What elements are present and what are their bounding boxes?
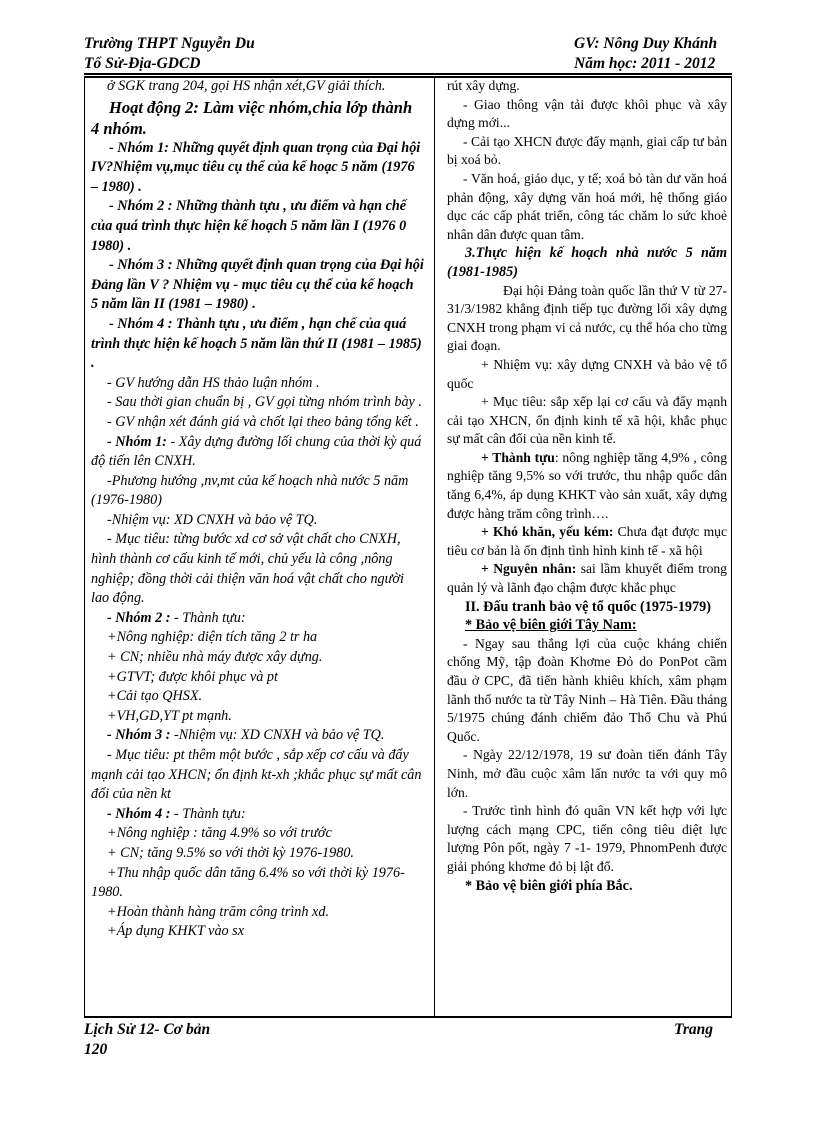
content-line: - Cải tạo XHCN được đẩy mạnh, giai cấp tư bản bị xoá bỏ. [447,133,727,168]
group-2-answer: - Nhóm 2 : - Thành tựu: [107,609,246,626]
page-number: 120 [84,1041,108,1058]
department-name: Tổ Sử-Địa-GDCD [84,55,201,72]
answer-line: - Mục tiêu: pt thêm một bước , sắp xếp cơ cấu và đẩy mạnh cải tạo XHCN; ổn định kt-xh ;khắc phục sự mất cân đối của nền kt [91,747,422,803]
guide-line: - GV hướng dẫn HS thảo luận nhóm . [107,374,320,391]
group-4-label: - Nhóm 4 : [107,805,171,822]
guide-line: - Sau thời gian chuẩn bị , GV gọi từng nhóm trình bày . [107,394,422,411]
teacher-name: GV: Nông Duy Khánh [574,35,718,52]
guide-line: - GV nhận xét đánh giá và chốt lại theo bảng tổng kết . [107,413,419,430]
answer-line: +VH,GD,YT pt mạnh. [107,707,232,724]
north-border-heading: * Bảo vệ biên giới phía Bắc. [465,877,633,894]
group-1-answer: - Nhóm 1: - Xây dựng đường lối chung của thời kỳ quá độ tiến lên CNXH. [91,433,422,470]
content-line: Đại hội Đảng toàn quốc lần thứ V từ 27-31/3/1982 khẳng định tiếp tục đường lối xây dựng CNXH trong phạm vi cả nước, cụ thể hóa cho từng giai đoạn. [447,282,727,354]
section-2-heading: II. Đấu tranh bảo vệ tổ quốc (1975-1979) [465,598,711,615]
content-line: - Ngày 22/12/1978, 19 sư đoàn tiến đánh Tây Ninh, mở đầu cuộc xâm lấn nước ta với quy mô lớn. [447,747,727,800]
southwest-border-heading: * Bảo vệ biên giới Tây Nam: [465,617,637,634]
answer-line: +Hoàn thành hàng trăm công trình xd. [107,903,329,920]
answer-line: +Cải tạo QHSX. [107,688,203,705]
answer-line: +Nông nghiệp : tăng 4.9% so với trước [107,825,332,842]
answer-line: -Nhiệm vụ: XD CNXH và bảo vệ TQ. [107,511,318,528]
group-4-answer: - Nhóm 4 : - Thành tựu: [107,805,246,822]
answer-line: +Áp dụng KHKT vào sx [107,923,245,940]
causes-label: + Nguyên nhân: [481,561,577,577]
answer-line: +Thu nhập quốc dân tăng 6.4% so với thời kỳ 1976-1980. [91,864,405,901]
page-header [84,34,732,74]
task-group-1: - Nhóm 1: Những quyết định quan trọng của Đại hội IV?Nhiệm vụ,mục tiêu cụ thể của kế hoạc 5 năm (1976 – 1980) . [91,139,421,195]
content-line: + Nhiệm vụ: xây dựng CNXH và bảo vệ tổ quốc [447,356,727,391]
group-1-label: - Nhóm 1: [107,433,167,450]
school-name: Trường THPT Nguyễn Du [84,35,255,52]
right-column [435,77,732,1016]
answer-line: -Phương hướng ,nv,mt của kế hoạch nhà nước 5 năm (1976-1980) [91,472,409,509]
answer-line: - Mục tiêu: từng bước xd cơ sở vật chất cho CNXH, hình thành cơ cấu kinh tế mới, chủ yếu là công ,nông nghiệp; đồng thời cải thiện văn hoá vật chất cho người lao động. [91,531,404,607]
content-line: rút xây dựng. [447,78,520,93]
achievements-label: + Thành tựu [481,449,555,465]
content-line: + Mục tiêu: sắp xếp lại cơ cấu và đẩy mạnh cải tạo XHCN, ổn định kinh tế xã hội, khắc phục sự mất cân đối của nền kinh tế. [447,394,727,447]
left-intro: ở SGK trang 204, gọi HS nhận xét,GV giải thích. [107,78,386,94]
content-line: - Giao thông vận tải được khôi phục và xây dựng mới... [447,96,727,131]
difficulties-line: + Khó khăn, yếu kém: Chưa đạt được mục tiêu cơ bản là ổn định tình hình kinh tế - xã hội [447,524,727,558]
subject-title: Lịch Sử 12- Cơ bản [84,1021,211,1038]
achievements-line: + Thành tựu: nông nghiệp tăng 4,9% , công nghiệp tăng 9,5% so với trước, thu nhập quốc dân tăng 6,4%, áp dụng KHKT vào sản xuất, xây dựng được hàng trăm công trình…. [447,449,727,521]
task-group-3: - Nhóm 3 : Những quyết định quan trọng của Đại hội Đảng lần V ? Nhiệm vụ - mục tiêu cụ thể của kế hoạch 5 năm lần II (1981 – 1980) . [91,257,424,313]
answer-line: +Nông nghiệp: diện tích tăng 2 tr ha [107,629,318,646]
group-2-label: - Nhóm 2 : [107,609,171,626]
page-label: Trang [674,1021,714,1038]
causes-line: + Nguyên nhân: sai lầm khuyết điểm trong quản lý và lãnh đạo chậm được khắc phục [447,561,727,596]
content-line: - Trước tình hình đó quân VN kết hợp với lực lượng cách mạng CPC, tiến công tiêu diệt lực lượng Pôn pốt, ngày 7 -1- 1979, PhnomPenh được giải phóng khơme đỏ bị lật đổ. [447,803,727,874]
task-group-2: - Nhóm 2 : Những thành tựu , ưu điểm và hạn chế của quá trình thực hiện kế hoạch 5 năm lần I (1976 0 1980) . [91,198,407,254]
school-year: Năm học: 2011 - 2012 [574,55,716,72]
answer-line: + CN; nhiều nhà máy được xây dựng. [107,649,323,666]
content-line: - Văn hoá, giáo dục, y tế; xoá bỏ tàn dư văn hoá phản động, xây dựng văn hoá mới, hệ thống giáo dục các cấp phát triển, công tác chăm lo sức khoẻ nhân dân được quan tâm. [447,170,727,242]
group-3-answer: - Nhóm 3 : -Nhiệm vụ: XD CNXH và bảo vệ TQ. [107,727,385,744]
group-3-label: - Nhóm 3 : [107,727,171,744]
content-line: - Ngay sau thắng lợi của cuộc kháng chiến chống Mỹ, tập đoàn Khơme Đỏ do PonPot cầm đầu ở CPC, đã tiến hành khiêu khích, xâm phạm lãnh thổ nước ta từ Tây Ninh – Hà Tiên. Đầu tháng 5/1975 chúng đánh chiếm đảo Thổ Chu và Phú Quốc. [447,635,727,744]
difficulties-label: + Khó khăn, yếu kém: [481,524,614,540]
left-column [85,77,435,1016]
section-3-heading: 3.Thực hiện kế hoạch nhà nước 5 năm (1981-1985) [447,245,727,280]
activity-heading: Hoạt động 2: Làm việc nhóm,chia lớp thành 4 nhóm. [91,97,413,138]
answer-line: +GTVT; được khôi phục và pt [107,668,278,685]
task-group-4: - Nhóm 4 : Thành tựu , ưu điểm , hạn chế của quá trình thực hiện kế hoạch 5 năm lần thứ II (1981 – 1985) . [91,315,422,372]
page-footer [84,1016,732,1060]
lesson-table [84,76,732,1017]
answer-line: + CN; tăng 9.5% so với thời kỳ 1976-1980. [107,844,354,861]
